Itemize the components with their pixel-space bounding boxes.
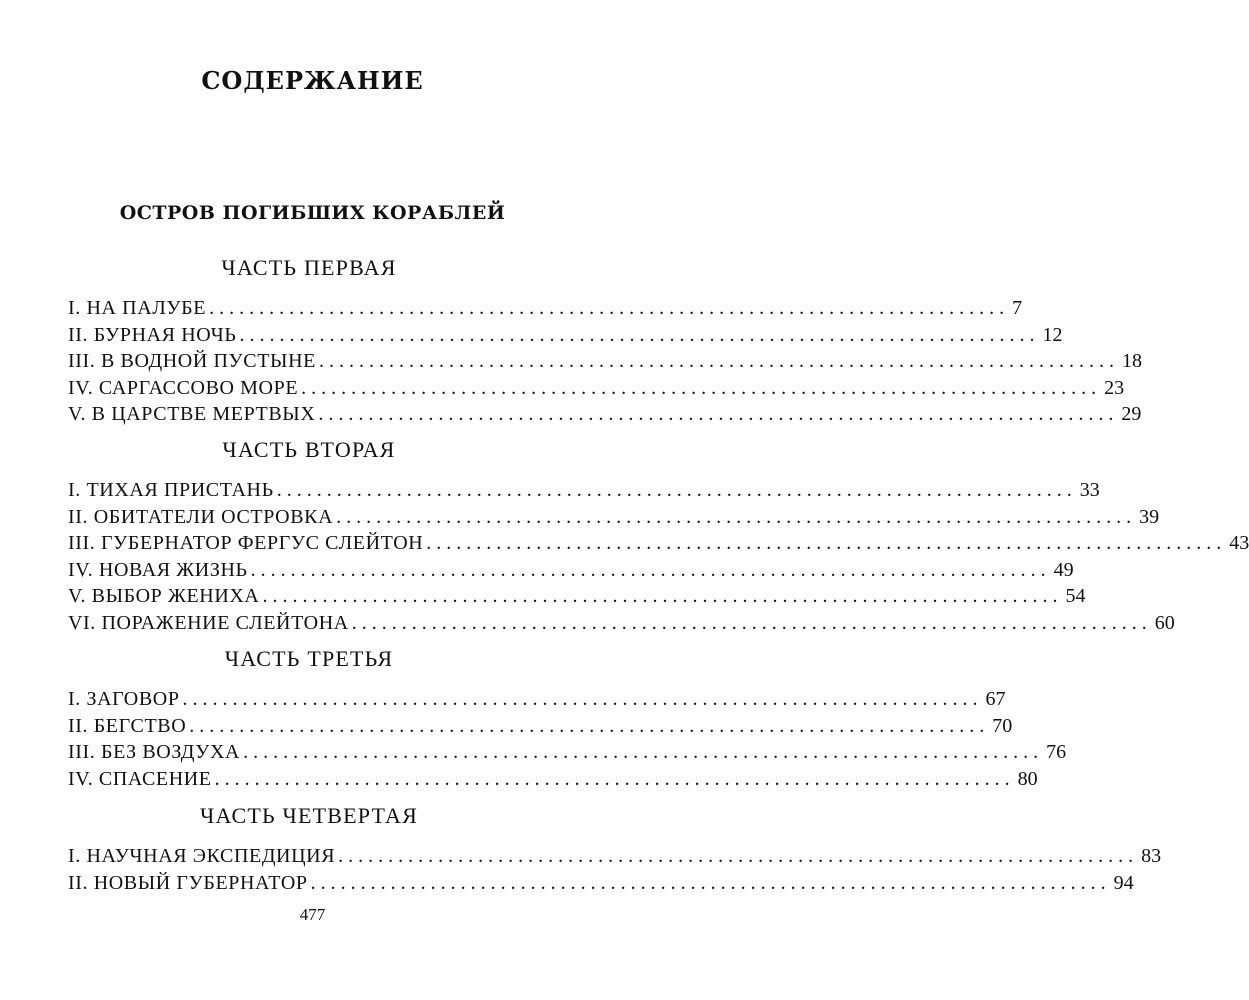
dot-leader: ................................................................................ <box>243 741 1044 763</box>
toc-entry[interactable] <box>68 295 1023 322</box>
toc-entry-page: 43 <box>1229 532 1249 554</box>
toc-entry-title: II. ОБИТАТЕЛИ ОСТРОВКА <box>68 505 334 528</box>
toc-entry[interactable] <box>68 739 1067 766</box>
part-title: ЧАСТЬ ВТОРАЯ <box>222 437 396 462</box>
dot-leader: ................................................................................ <box>426 532 1227 554</box>
toc-entry-page: 18 <box>1121 350 1142 372</box>
toc-entry-title: V. ВЫБОР ЖЕНИХА <box>68 585 260 607</box>
dot-leader: ................................................................................ <box>318 403 1119 425</box>
toc-entry-title: I. ЗАГОВОР <box>68 688 180 710</box>
toc-part-2 <box>68 435 1249 636</box>
toc-entry[interactable] <box>68 870 1134 897</box>
dot-leader: ................................................................................ <box>214 767 1015 790</box>
toc-entry-title: I. ТИХАЯ ПРИСТАНЬ <box>68 479 274 501</box>
toc-entry-page: 76 <box>1046 741 1067 763</box>
toc-entry-page: 12 <box>1042 323 1063 346</box>
toc-entry-title: I. НАУЧНАЯ ЭКСПЕДИЦИЯ <box>68 845 336 867</box>
page-number: 477 <box>299 905 326 924</box>
toc-entry-list <box>68 686 1067 792</box>
part-title: ЧАСТЬ ПЕРВАЯ <box>221 255 397 280</box>
toc-entry-page: 7 <box>1012 297 1023 319</box>
toc-entry[interactable] <box>68 713 1013 740</box>
toc-entry-title: III. ГУБЕРНАТОР ФЕРГУС СЛЕЙТОН <box>68 532 424 554</box>
toc-entry-page: 49 <box>1053 558 1074 581</box>
toc-entry-page: 80 <box>1017 767 1038 790</box>
toc-entry[interactable] <box>68 686 1006 713</box>
toc-entry[interactable] <box>68 348 1142 375</box>
toc-part-3 <box>68 644 1067 792</box>
toc-entry[interactable] <box>68 583 1086 610</box>
toc-entry-title: IV. САРГАССОВО МОРЕ <box>68 376 299 399</box>
dot-leader: ................................................................................ <box>189 714 990 737</box>
toc-entry[interactable] <box>68 322 1063 349</box>
toc-entry[interactable] <box>68 766 1038 793</box>
dot-leader: ................................................................................ <box>209 297 1010 319</box>
toc-entry-page: 54 <box>1065 585 1086 607</box>
dot-leader: ................................................................................ <box>239 323 1040 346</box>
toc-entry-title: II. БЕГСТВО <box>68 714 187 737</box>
dot-leader: ................................................................................ <box>310 871 1111 894</box>
toc-entry-title: II. БУРНАЯ НОЧЬ <box>68 323 237 346</box>
toc-part-1 <box>68 253 1142 428</box>
toc-entry-title: IV. НОВАЯ ЖИЗНЬ <box>68 558 248 581</box>
toc-part-4 <box>68 801 1162 896</box>
toc-entry-list <box>68 843 1162 896</box>
dot-leader: ................................................................................ <box>182 688 983 710</box>
toc-entry-page: 70 <box>992 714 1013 737</box>
dot-leader: ................................................................................ <box>336 505 1137 528</box>
part-title: ЧАСТЬ ЧЕТВЕРТАЯ <box>199 803 419 828</box>
toc-entry-title: V. В ЦАРСТВЕ МЕРТВЫХ <box>68 403 316 425</box>
toc-entry-list <box>68 295 1142 428</box>
toc-entry-page: 29 <box>1121 403 1142 425</box>
toc-entry-title: I. НА ПАЛУБЕ <box>68 297 207 319</box>
toc-entry-page: 23 <box>1104 376 1125 399</box>
toc-entry[interactable] <box>68 477 1100 504</box>
dot-leader: ................................................................................ <box>318 350 1119 372</box>
dot-leader: ................................................................................ <box>338 845 1139 867</box>
toc-entry-page: 94 <box>1113 871 1134 894</box>
dot-leader: ................................................................................ <box>276 479 1077 501</box>
toc-entry-page: 33 <box>1079 479 1100 501</box>
toc-entry[interactable] <box>68 610 1175 637</box>
toc-entry-page: 60 <box>1154 611 1175 634</box>
book-title: ОСТРОВ ПОГИБШИХ КОРАБЛЕЙ <box>119 202 506 224</box>
toc-entry[interactable] <box>68 504 1160 531</box>
dot-leader: ................................................................................ <box>250 558 1051 581</box>
toc-entry-title: II. НОВЫЙ ГУБЕРНАТОР <box>68 871 308 894</box>
toc-entry[interactable] <box>68 401 1142 428</box>
toc-entry-page: 39 <box>1139 505 1160 528</box>
toc-entry[interactable] <box>68 843 1162 870</box>
toc-entry-list <box>68 477 1249 636</box>
part-title: ЧАСТЬ ТРЕТЬЯ <box>224 646 394 671</box>
toc-entry[interactable] <box>68 530 1249 557</box>
contents-heading: СОДЕРЖАНИЕ <box>201 66 424 95</box>
dot-leader: ................................................................................ <box>301 376 1102 399</box>
toc-entry-title: III. БЕЗ ВОЗДУХА <box>68 741 241 763</box>
toc-entry-title: III. В ВОДНОЙ ПУСТЫНЕ <box>68 350 316 372</box>
toc-entry-page: 83 <box>1141 845 1162 867</box>
toc-entry-page: 67 <box>985 688 1006 710</box>
dot-leader: ................................................................................ <box>351 611 1152 634</box>
toc-entry-title: VI. ПОРАЖЕНИЕ СЛЕЙТОНА <box>68 611 349 634</box>
toc-entry-title: IV. СПАСЕНИЕ <box>68 767 212 790</box>
toc-entry[interactable] <box>68 375 1125 402</box>
dot-leader: ................................................................................ <box>262 585 1063 607</box>
toc-entry[interactable] <box>68 557 1074 584</box>
